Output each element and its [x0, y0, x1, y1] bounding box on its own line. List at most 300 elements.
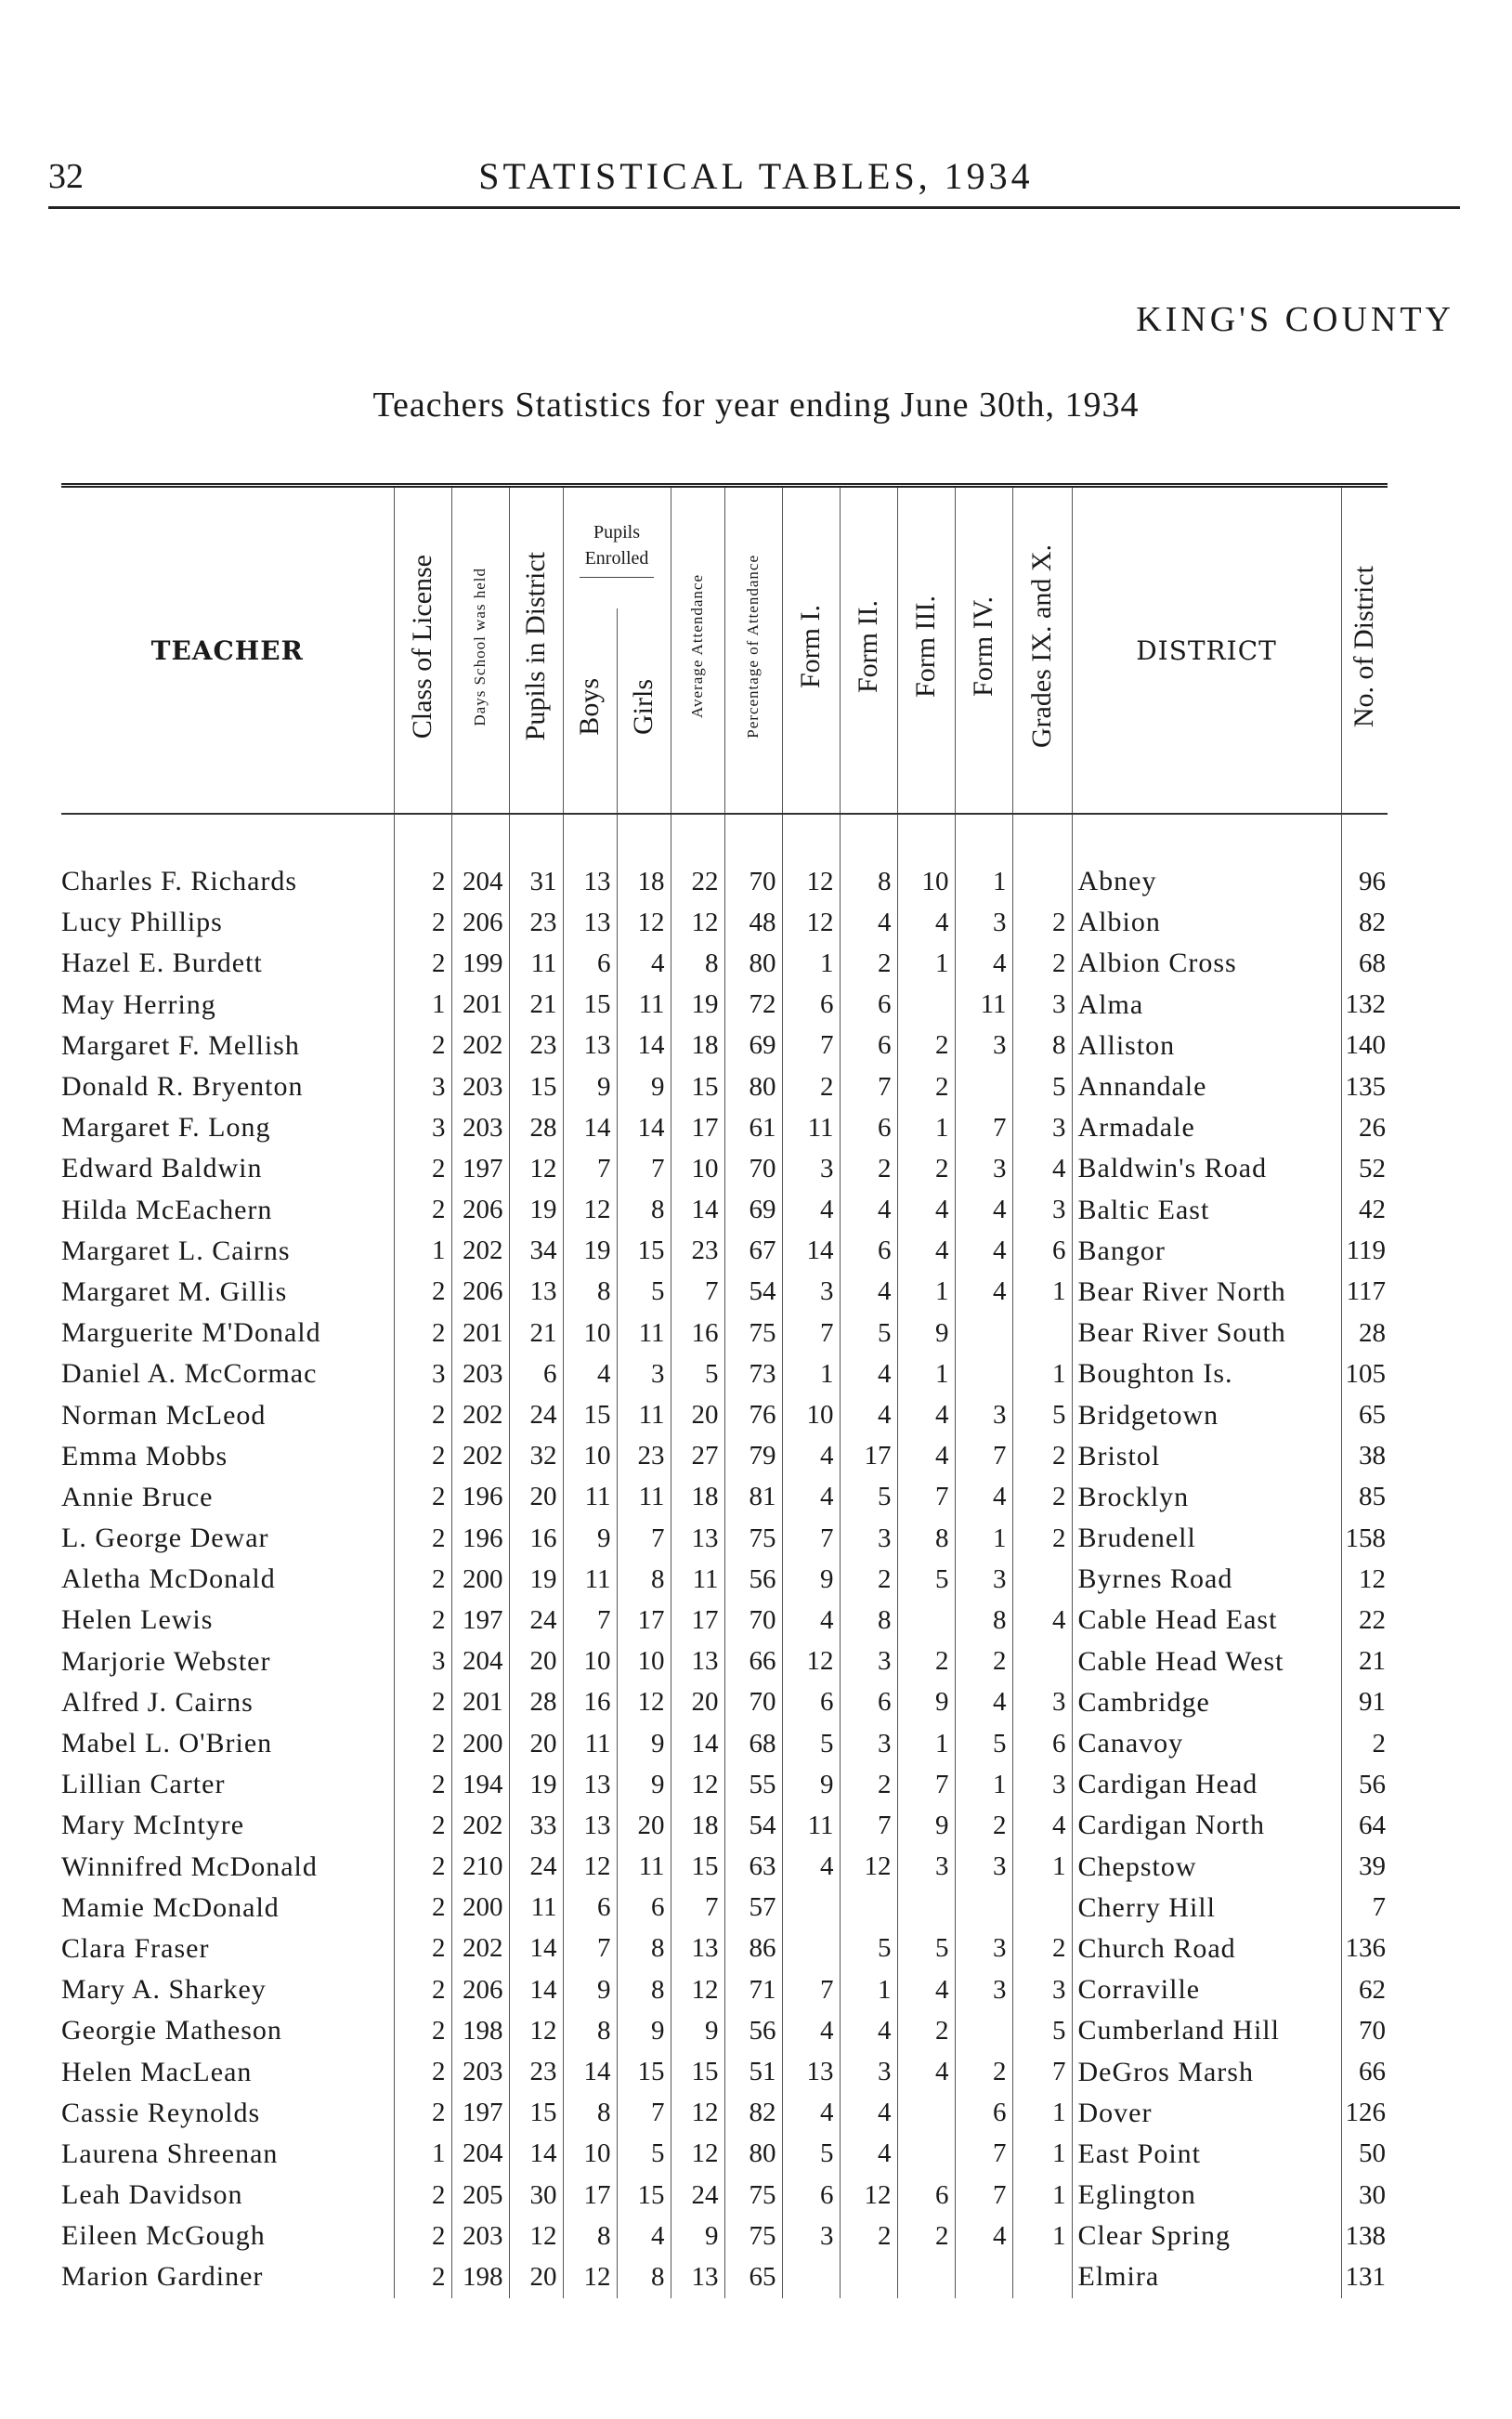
cell-pupils: 14	[509, 2134, 563, 2175]
cell-g910: 6	[1012, 1231, 1072, 1272]
cell-girls: 23	[617, 1436, 671, 1477]
table-row	[61, 2010, 1388, 2051]
teacher-name: Edward Baldwin	[61, 1148, 394, 1189]
cell-girls: 6	[617, 1888, 671, 1929]
cell-boys: 16	[563, 1682, 617, 1723]
cell-f1: 7	[782, 1313, 840, 1353]
cell-f3	[897, 2256, 955, 2297]
header-spacer	[61, 814, 1388, 861]
district-number: 12	[1359, 1563, 1386, 1594]
cell-g910: 5	[1012, 1066, 1072, 1107]
cell-f1: 11	[782, 1107, 840, 1148]
table-row	[61, 1969, 1388, 2010]
cell-days: 197	[451, 2093, 509, 2134]
cell-girls: 8	[617, 1559, 671, 1600]
cell-pct: 57	[724, 1888, 782, 1929]
cell-f1: 9	[782, 1764, 840, 1805]
district-name: Bristol	[1072, 1436, 1341, 1477]
cell-pct: 70	[724, 1682, 782, 1723]
cell-g910: 3	[1012, 985, 1072, 1026]
district-number: 158	[1345, 1523, 1386, 1553]
cell-boys: 4	[563, 1353, 617, 1394]
cell-boys: 11	[563, 1559, 617, 1600]
district-name: Corraville	[1072, 1969, 1341, 2010]
cell-g910: 2	[1012, 1929, 1072, 1969]
table-row	[61, 2093, 1388, 2134]
cell-pupils: 14	[509, 1929, 563, 1969]
table-row	[61, 1805, 1388, 1846]
cell-boys: 17	[563, 2175, 617, 2216]
cell-girls: 15	[617, 2051, 671, 2092]
district-name: Abney	[1072, 861, 1341, 902]
cell-pupils: 19	[509, 1190, 563, 1231]
cell-days: 202	[451, 1436, 509, 1477]
table-row	[61, 1559, 1388, 1600]
district-number: 62	[1359, 1974, 1386, 2005]
district-number: 21	[1359, 1646, 1386, 1677]
cell-girls: 14	[617, 1107, 671, 1148]
table-row	[61, 1518, 1388, 1559]
cell-f4: 1	[955, 861, 1012, 902]
cell-f1: 1	[782, 1353, 840, 1394]
cell-f2: 5	[840, 1929, 897, 1969]
cell-f1: 5	[782, 1723, 840, 1764]
cell-days: 196	[451, 1518, 509, 1559]
header-percentage-attendance: Percentage of Attendance	[724, 486, 782, 815]
header-form-1: Form I.	[782, 486, 840, 815]
cell-f2: 3	[840, 1723, 897, 1764]
header-form-2: Form II.	[840, 486, 897, 815]
table-row	[61, 1929, 1388, 1969]
cell-boys: 14	[563, 1107, 617, 1148]
cell-avg: 24	[671, 2175, 724, 2216]
cell-license: 2	[394, 1436, 451, 1477]
cell-f4: 3	[955, 1559, 1012, 1600]
district-name: Cardigan Head	[1072, 1764, 1341, 1805]
cell-f1: 4	[782, 1436, 840, 1477]
teacher-name: Helen Lewis	[61, 1600, 394, 1641]
cell-license: 2	[394, 2010, 451, 2051]
cell-pupils: 21	[509, 985, 563, 1026]
cell-pct: 76	[724, 1394, 782, 1435]
cell-days: 203	[451, 1353, 509, 1394]
district-number: 135	[1345, 1071, 1386, 1102]
cell-license: 2	[394, 1477, 451, 1518]
cell-boys: 9	[563, 1969, 617, 2010]
cell-f4: 2	[955, 1805, 1012, 1846]
cell-f3: 3	[897, 1847, 955, 1888]
cell-f3: 4	[897, 902, 955, 943]
cell-f4: 1	[955, 1518, 1012, 1559]
cell-license: 2	[394, 2256, 451, 2297]
cell-avg: 13	[671, 1929, 724, 1969]
cell-f1: 12	[782, 861, 840, 902]
cell-f2: 4	[840, 1272, 897, 1313]
cell-days: 203	[451, 1066, 509, 1107]
teacher-name: Donald R. Bryenton	[61, 1066, 394, 1107]
cell-girls: 11	[617, 985, 671, 1026]
table-row	[61, 1148, 1388, 1189]
cell-f3	[897, 985, 955, 1026]
cell-f1: 4	[782, 1477, 840, 1518]
cell-girls: 18	[617, 861, 671, 902]
cell-avg: 12	[671, 1764, 724, 1805]
cell-girls: 7	[617, 1148, 671, 1189]
cell-license: 3	[394, 1066, 451, 1107]
table-row	[61, 1107, 1388, 1148]
cell-boys: 11	[563, 1723, 617, 1764]
cell-g910: 3	[1012, 1764, 1072, 1805]
cell-f2: 6	[840, 985, 897, 1026]
teacher-name: Laurena Shreenan	[61, 2134, 394, 2175]
cell-g910	[1012, 861, 1072, 902]
cell-girls: 8	[617, 1969, 671, 2010]
cell-f1: 7	[782, 1969, 840, 2010]
district-name: Dover	[1072, 2093, 1341, 2134]
district-name: Canavoy	[1072, 1723, 1341, 1764]
cell-days: 206	[451, 902, 509, 943]
teacher-name: Mary McIntyre	[61, 1805, 394, 1846]
cell-f4: 2	[955, 1641, 1012, 1682]
cell-license: 2	[394, 1682, 451, 1723]
cell-f3: 2	[897, 2216, 955, 2256]
cell-f4: 4	[955, 1477, 1012, 1518]
cell-f1: 3	[782, 2216, 840, 2256]
cell-pct: 72	[724, 985, 782, 1026]
cell-days: 206	[451, 1969, 509, 2010]
cell-f3: 1	[897, 943, 955, 984]
district-number: 39	[1359, 1851, 1386, 1882]
cell-pct: 66	[724, 1641, 782, 1682]
district-name: Cable Head West	[1072, 1641, 1341, 1682]
teacher-name: Mabel L. O'Brien	[61, 1723, 394, 1764]
cell-days: 202	[451, 1805, 509, 1846]
district-number: 82	[1359, 907, 1386, 937]
teacher-name: Margaret L. Cairns	[61, 1231, 394, 1272]
cell-boys: 8	[563, 2093, 617, 2134]
cell-pupils: 12	[509, 1148, 563, 1189]
cell-g910: 2	[1012, 943, 1072, 984]
cell-days: 204	[451, 861, 509, 902]
cell-boys: 13	[563, 902, 617, 943]
cell-boys: 11	[563, 1477, 617, 1518]
cell-days: 200	[451, 1559, 509, 1600]
cell-days: 194	[451, 1764, 509, 1805]
table-row	[61, 2216, 1388, 2256]
county-title: KING'S COUNTY	[1136, 300, 1454, 339]
cell-avg: 8	[671, 943, 724, 984]
header-teacher: TEACHER	[61, 486, 394, 815]
cell-avg: 20	[671, 1682, 724, 1723]
cell-f2: 3	[840, 1518, 897, 1559]
cell-boys: 10	[563, 2134, 617, 2175]
cell-f4	[955, 2010, 1012, 2051]
cell-f1: 12	[782, 902, 840, 943]
district-name: Elmira	[1072, 2256, 1341, 2297]
cell-pupils: 24	[509, 1847, 563, 1888]
cell-f2: 4	[840, 902, 897, 943]
teachers-statistics-table	[61, 483, 1388, 2298]
cell-f2: 5	[840, 1313, 897, 1353]
cell-pupils: 24	[509, 1394, 563, 1435]
cell-g910: 4	[1012, 1600, 1072, 1641]
table-row	[61, 1066, 1388, 1107]
cell-f2: 17	[840, 1436, 897, 1477]
cell-days: 203	[451, 2216, 509, 2256]
cell-girls: 8	[617, 1929, 671, 1969]
cell-days: 200	[451, 1888, 509, 1929]
cell-g910: 1	[1012, 1353, 1072, 1394]
cell-boys: 12	[563, 1847, 617, 1888]
cell-avg: 14	[671, 1190, 724, 1231]
district-number: 26	[1359, 1112, 1386, 1143]
district-name: Armadale	[1072, 1107, 1341, 1148]
cell-f1: 6	[782, 985, 840, 1026]
teacher-name: Leah Davidson	[61, 2175, 394, 2216]
table-row	[61, 1723, 1388, 1764]
cell-license: 2	[394, 1313, 451, 1353]
cell-girls: 11	[617, 1847, 671, 1888]
cell-boys: 8	[563, 2216, 617, 2256]
cell-f1: 3	[782, 1272, 840, 1313]
table-row	[61, 2256, 1388, 2297]
header-days-school-held: Days School was held	[451, 486, 509, 815]
cell-f3: 4	[897, 1190, 955, 1231]
table-row	[61, 1888, 1388, 1929]
cell-f4: 3	[955, 1394, 1012, 1435]
cell-girls: 9	[617, 2010, 671, 2051]
cell-girls: 9	[617, 1066, 671, 1107]
district-number: 2	[1372, 1728, 1386, 1759]
cell-f2: 2	[840, 1764, 897, 1805]
cell-pct: 80	[724, 1066, 782, 1107]
cell-f3: 4	[897, 2051, 955, 2092]
cell-f4: 4	[955, 1682, 1012, 1723]
cell-f2: 6	[840, 1231, 897, 1272]
cell-f2: 6	[840, 1107, 897, 1148]
district-number: 42	[1359, 1195, 1386, 1225]
cell-boys: 7	[563, 1600, 617, 1641]
cell-avg: 12	[671, 2093, 724, 2134]
table-row	[61, 1231, 1388, 1272]
cell-pupils: 31	[509, 861, 563, 902]
district-name: Chepstow	[1072, 1847, 1341, 1888]
cell-pupils: 15	[509, 2093, 563, 2134]
cell-avg: 18	[671, 1026, 724, 1066]
teacher-name: Annie Bruce	[61, 1477, 394, 1518]
cell-f1: 4	[782, 1847, 840, 1888]
cell-pct: 56	[724, 1559, 782, 1600]
district-name: Church Road	[1072, 1929, 1341, 1969]
cell-f2	[840, 2256, 897, 2297]
teacher-name: Helen MacLean	[61, 2051, 394, 2092]
teacher-name: Winnifred McDonald	[61, 1847, 394, 1888]
cell-f3: 1	[897, 1353, 955, 1394]
cell-days: 201	[451, 985, 509, 1026]
cell-pupils: 12	[509, 2216, 563, 2256]
cell-license: 2	[394, 1723, 451, 1764]
cell-f3: 2	[897, 1148, 955, 1189]
cell-avg: 27	[671, 1436, 724, 1477]
district-number: 138	[1345, 2220, 1386, 2251]
header-form-4: Form IV.	[955, 486, 1012, 815]
cell-f4: 3	[955, 1969, 1012, 2010]
cell-pct: 55	[724, 1764, 782, 1805]
cell-f1: 4	[782, 1190, 840, 1231]
table-row	[61, 985, 1388, 1026]
cell-license: 2	[394, 1929, 451, 1969]
district-name: East Point	[1072, 2134, 1341, 2175]
cell-f4: 7	[955, 1436, 1012, 1477]
cell-days: 205	[451, 2175, 509, 2216]
cell-f3: 2	[897, 1066, 955, 1107]
cell-avg: 9	[671, 2216, 724, 2256]
table-row	[61, 1272, 1388, 1313]
cell-pct: 80	[724, 2134, 782, 2175]
cell-pct: 71	[724, 1969, 782, 2010]
cell-avg: 14	[671, 1723, 724, 1764]
cell-girls: 15	[617, 2175, 671, 2216]
cell-days: 202	[451, 1026, 509, 1066]
header-rule	[48, 206, 1460, 209]
cell-avg: 18	[671, 1805, 724, 1846]
teacher-name: Marguerite M'Donald	[61, 1313, 394, 1353]
cell-g910: 1	[1012, 2216, 1072, 2256]
cell-f3	[897, 2093, 955, 2134]
cell-f2: 4	[840, 1190, 897, 1231]
cell-license: 2	[394, 902, 451, 943]
cell-license: 1	[394, 1231, 451, 1272]
cell-pct: 69	[724, 1190, 782, 1231]
cell-g910: 1	[1012, 1847, 1072, 1888]
district-number: 50	[1359, 2138, 1386, 2169]
cell-f3: 1	[897, 1107, 955, 1148]
cell-license: 2	[394, 1148, 451, 1189]
district-name: Boughton Is.	[1072, 1353, 1341, 1394]
cell-avg: 18	[671, 1477, 724, 1518]
district-name: Clear Spring	[1072, 2216, 1341, 2256]
cell-avg: 7	[671, 1888, 724, 1929]
cell-avg: 22	[671, 861, 724, 902]
cell-g910: 2	[1012, 902, 1072, 943]
cell-avg: 23	[671, 1231, 724, 1272]
cell-pct: 73	[724, 1353, 782, 1394]
teacher-name: Mamie McDonald	[61, 1888, 394, 1929]
teacher-name: Aletha McDonald	[61, 1559, 394, 1600]
district-number: 52	[1359, 1153, 1386, 1183]
cell-pupils: 16	[509, 1518, 563, 1559]
cell-license: 2	[394, 1764, 451, 1805]
cell-g910: 1	[1012, 2175, 1072, 2216]
cell-avg: 7	[671, 1272, 724, 1313]
district-name: Eglington	[1072, 2175, 1341, 2216]
cell-f4: 4	[955, 1272, 1012, 1313]
cell-f4: 4	[955, 2216, 1012, 2256]
header-district: DISTRICT	[1072, 486, 1341, 815]
cell-f3: 4	[897, 1969, 955, 2010]
cell-pupils: 34	[509, 1231, 563, 1272]
cell-g910: 2	[1012, 1436, 1072, 1477]
cell-avg: 12	[671, 2134, 724, 2175]
teacher-name: Mary A. Sharkey	[61, 1969, 394, 2010]
teacher-name: Norman McLeod	[61, 1394, 394, 1435]
cell-pupils: 21	[509, 1313, 563, 1353]
district-name: Alliston	[1072, 1026, 1341, 1066]
header-average-attendance: Average Attendance	[671, 486, 724, 815]
header-form-3: Form III.	[897, 486, 955, 815]
cell-f2: 3	[840, 1641, 897, 1682]
cell-g910: 4	[1012, 1148, 1072, 1189]
table-row	[61, 1764, 1388, 1805]
cell-license: 1	[394, 985, 451, 1026]
cell-boys: 14	[563, 2051, 617, 2092]
cell-avg: 15	[671, 1066, 724, 1107]
cell-avg: 17	[671, 1600, 724, 1641]
table-row	[61, 1190, 1388, 1231]
cell-f4: 3	[955, 1148, 1012, 1189]
cell-f4: 7	[955, 2175, 1012, 2216]
cell-f2: 7	[840, 1066, 897, 1107]
table-row	[61, 1477, 1388, 1518]
cell-license: 2	[394, 1805, 451, 1846]
district-number: 136	[1345, 1933, 1386, 1964]
cell-f1: 10	[782, 1394, 840, 1435]
cell-f3	[897, 1600, 955, 1641]
cell-pupils: 11	[509, 1888, 563, 1929]
cell-f4: 6	[955, 2093, 1012, 2134]
cell-pupils: 20	[509, 2256, 563, 2297]
table-row	[61, 1682, 1388, 1723]
cell-f1: 4	[782, 2010, 840, 2051]
cell-girls: 17	[617, 1600, 671, 1641]
cell-license: 2	[394, 2216, 451, 2256]
cell-pupils: 23	[509, 902, 563, 943]
cell-girls: 4	[617, 943, 671, 984]
cell-pct: 80	[724, 943, 782, 984]
cell-f3: 2	[897, 1641, 955, 1682]
district-number: 126	[1345, 2098, 1386, 2128]
header-girls: Girls	[617, 608, 671, 814]
cell-f1: 7	[782, 1026, 840, 1066]
cell-f3: 5	[897, 1559, 955, 1600]
cell-f3: 4	[897, 1394, 955, 1435]
cell-f4	[955, 1888, 1012, 1929]
cell-days: 204	[451, 1641, 509, 1682]
cell-days: 198	[451, 2010, 509, 2051]
cell-f4	[955, 1313, 1012, 1353]
cell-g910	[1012, 1888, 1072, 1929]
cell-days: 210	[451, 1847, 509, 1888]
cell-license: 2	[394, 1026, 451, 1066]
cell-g910: 1	[1012, 1272, 1072, 1313]
cell-f2: 4	[840, 2134, 897, 2175]
cell-pct: 75	[724, 1313, 782, 1353]
cell-license: 2	[394, 1518, 451, 1559]
teacher-name: Marion Gardiner	[61, 2256, 394, 2297]
cell-boys: 8	[563, 2010, 617, 2051]
teacher-name: Emma Mobbs	[61, 1436, 394, 1477]
cell-girls: 3	[617, 1353, 671, 1394]
cell-girls: 10	[617, 1641, 671, 1682]
cell-f3: 8	[897, 1518, 955, 1559]
cell-license: 2	[394, 2051, 451, 2092]
cell-f2: 7	[840, 1805, 897, 1846]
cell-pupils: 14	[509, 1969, 563, 2010]
cell-f1: 9	[782, 1559, 840, 1600]
cell-g910: 4	[1012, 1805, 1072, 1846]
header-pupils-enrolled: Pupils Enrolled	[563, 486, 671, 609]
district-number: 140	[1345, 1030, 1386, 1061]
